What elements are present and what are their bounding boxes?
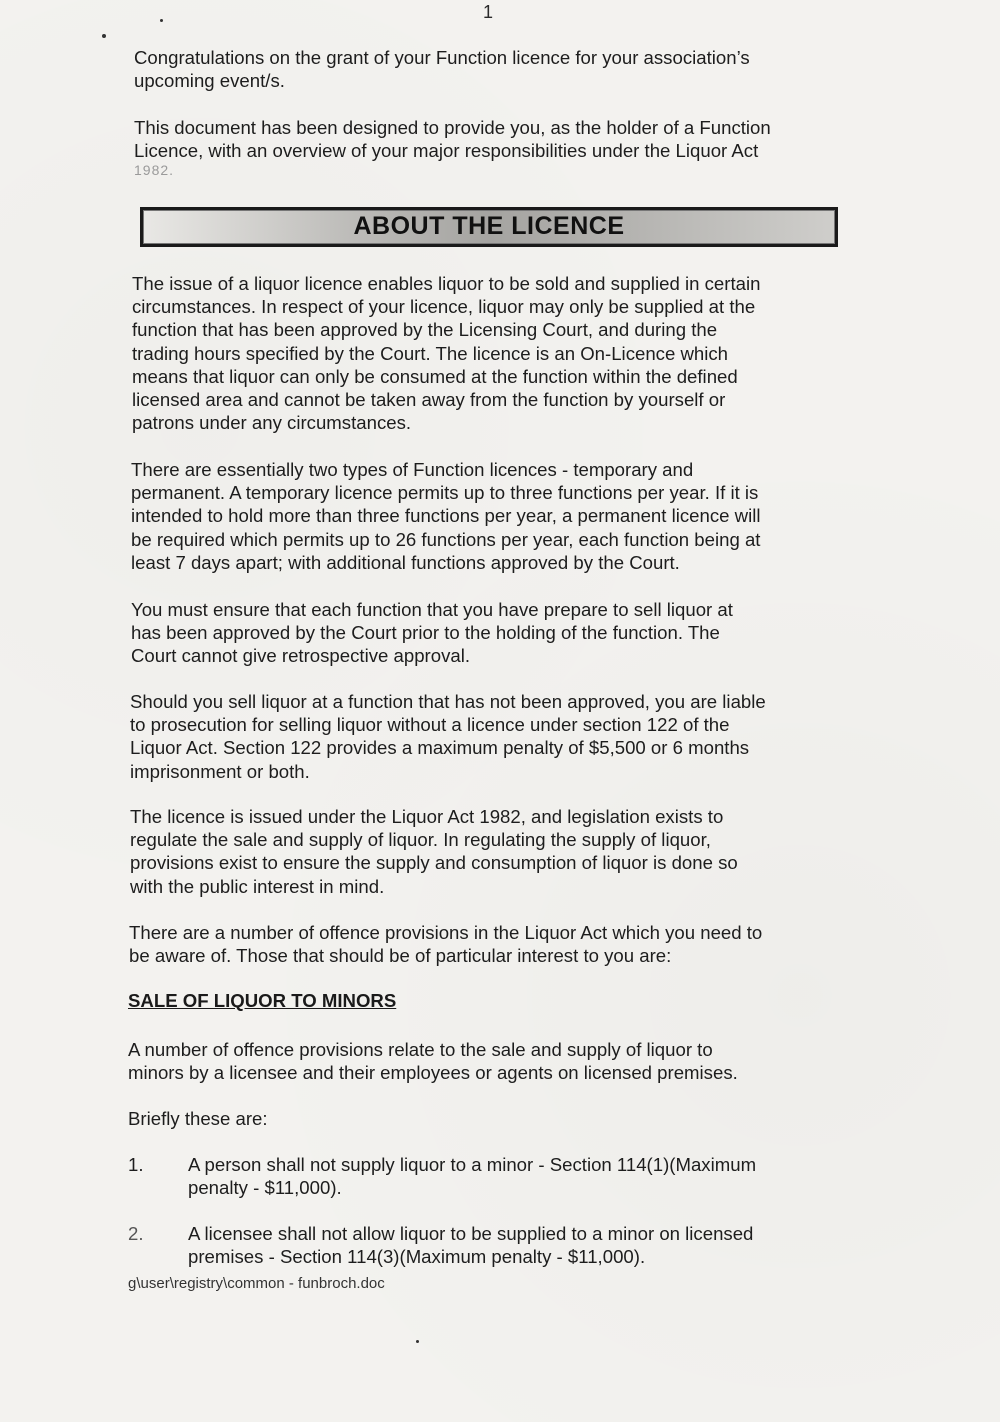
paragraph-legislation [130,805,738,898]
text-line: be aware of. Those that should be of particular interest to you are: [129,945,672,967]
text-line: Licence, with an overview of your major responsibilities under the Liquor Act [134,140,759,162]
text-line: regulate the sale and supply of liquor. In regulating the supply of liquor, [130,829,711,851]
list-number: 2. [128,1223,144,1244]
text-line: means that liquor can only be consumed at the function within the defined [132,365,738,387]
text-line: to prosecution for selling liquor without a licence under section 122 of the [130,714,730,736]
list-text [188,1153,756,1199]
text-line: Congratulations on the grant of your Function licence for your association’s [134,47,750,68]
banner-title: ABOUT THE LICENCE [353,212,625,240]
text-line: least 7 days apart; with additional functions approved by the Court. [131,551,680,573]
text-line: function that has been approved by the Licensing Court, and during the [132,319,718,341]
text-line: upcoming event/s. [134,70,285,92]
text-line: be required which permits up to 26 functions per year, each function being at [131,528,761,550]
text-line: intended to hold more than three functions per year, a permanent licence will [131,505,761,527]
intro-paragraph-1 [134,46,750,92]
text-line: There are a number of offence provisions in the Liquor Act which you need to [129,922,763,943]
text-line: premises - Section 114(3)(Maximum penalty - $11,000). [188,1246,646,1268]
scan-speck [102,34,106,38]
list-text [188,1222,753,1268]
text-line: penalty - $11,000). [188,1177,342,1199]
text-line: has been approved by the Court prior to the holding of the function. The [131,622,720,644]
text-line: Should you sell liquor at a function that has not been approved, you are liable [130,691,766,712]
paragraph-licence-issue [132,272,760,434]
text-line: circumstances. In respect of your licence, liquor may only be supplied at the [132,296,756,318]
paragraph-ensure-approval [131,598,733,668]
list-number: 1. [128,1154,144,1175]
text-line: This document has been designed to provide you, as the holder of a Function [134,117,771,138]
text-line: A number of offence provisions relate to the sale and supply of liquor to [128,1039,713,1060]
text-line: A person shall not supply liquor to a minor - Section 114(1)(Maximum [188,1154,757,1175]
text-line: with the public interest in mind. [130,875,385,897]
paragraph-licence-types [131,458,760,574]
scan-speck [416,1340,419,1343]
text-line: You must ensure that each function that you have prepare to sell liquor at [131,599,733,620]
paragraph-prosecution [130,690,766,783]
text-line: There are essentially two types of Function licences - temporary and [131,459,694,480]
text-line: licensed area and cannot be taken away from the function by yourself or [132,389,726,411]
text-line: Liquor Act. Section 122 provides a maximum penalty of $5,500 or 6 months [130,737,750,759]
text-line: imprisonment or both. [130,760,310,782]
text-line: The issue of a liquor licence enables liquor to be sold and supplied in certain [132,273,761,294]
intro-paragraph-2 [134,116,771,178]
text-line: A licensee shall not allow liquor to be supplied to a minor on licensed [188,1223,754,1244]
page-number: 1 [483,2,494,22]
text-line: minors by a licensee and their employees or agents on licensed premises. [128,1062,738,1084]
section-heading-minors: SALE OF LIQUOR TO MINORS [128,990,397,1011]
text-line: The licence is issued under the Liquor Act 1982, and legislation exists to [130,806,724,827]
paragraph-briefly: Briefly these are: [128,1108,268,1129]
paragraph-minors-intro [128,1038,738,1084]
paragraph-offence-provisions [129,921,762,967]
text-line: trading hours specified by the Court. The licence is an On-Licence which [132,342,729,364]
text-line: patrons under any circumstances. [132,412,412,434]
text-line-faded: 1982. [134,162,175,179]
section-banner [140,207,838,247]
text-line: provisions exist to ensure the supply and consumption of liquor is done so [130,852,738,874]
text-line: permanent. A temporary licence permits up to three functions per year. If it is [131,482,759,504]
text-line: Court cannot give retrospective approval. [131,645,470,667]
scan-speck [160,19,163,22]
footer-file-path: g\user\registry\common - funbroch.doc [128,1275,385,1292]
